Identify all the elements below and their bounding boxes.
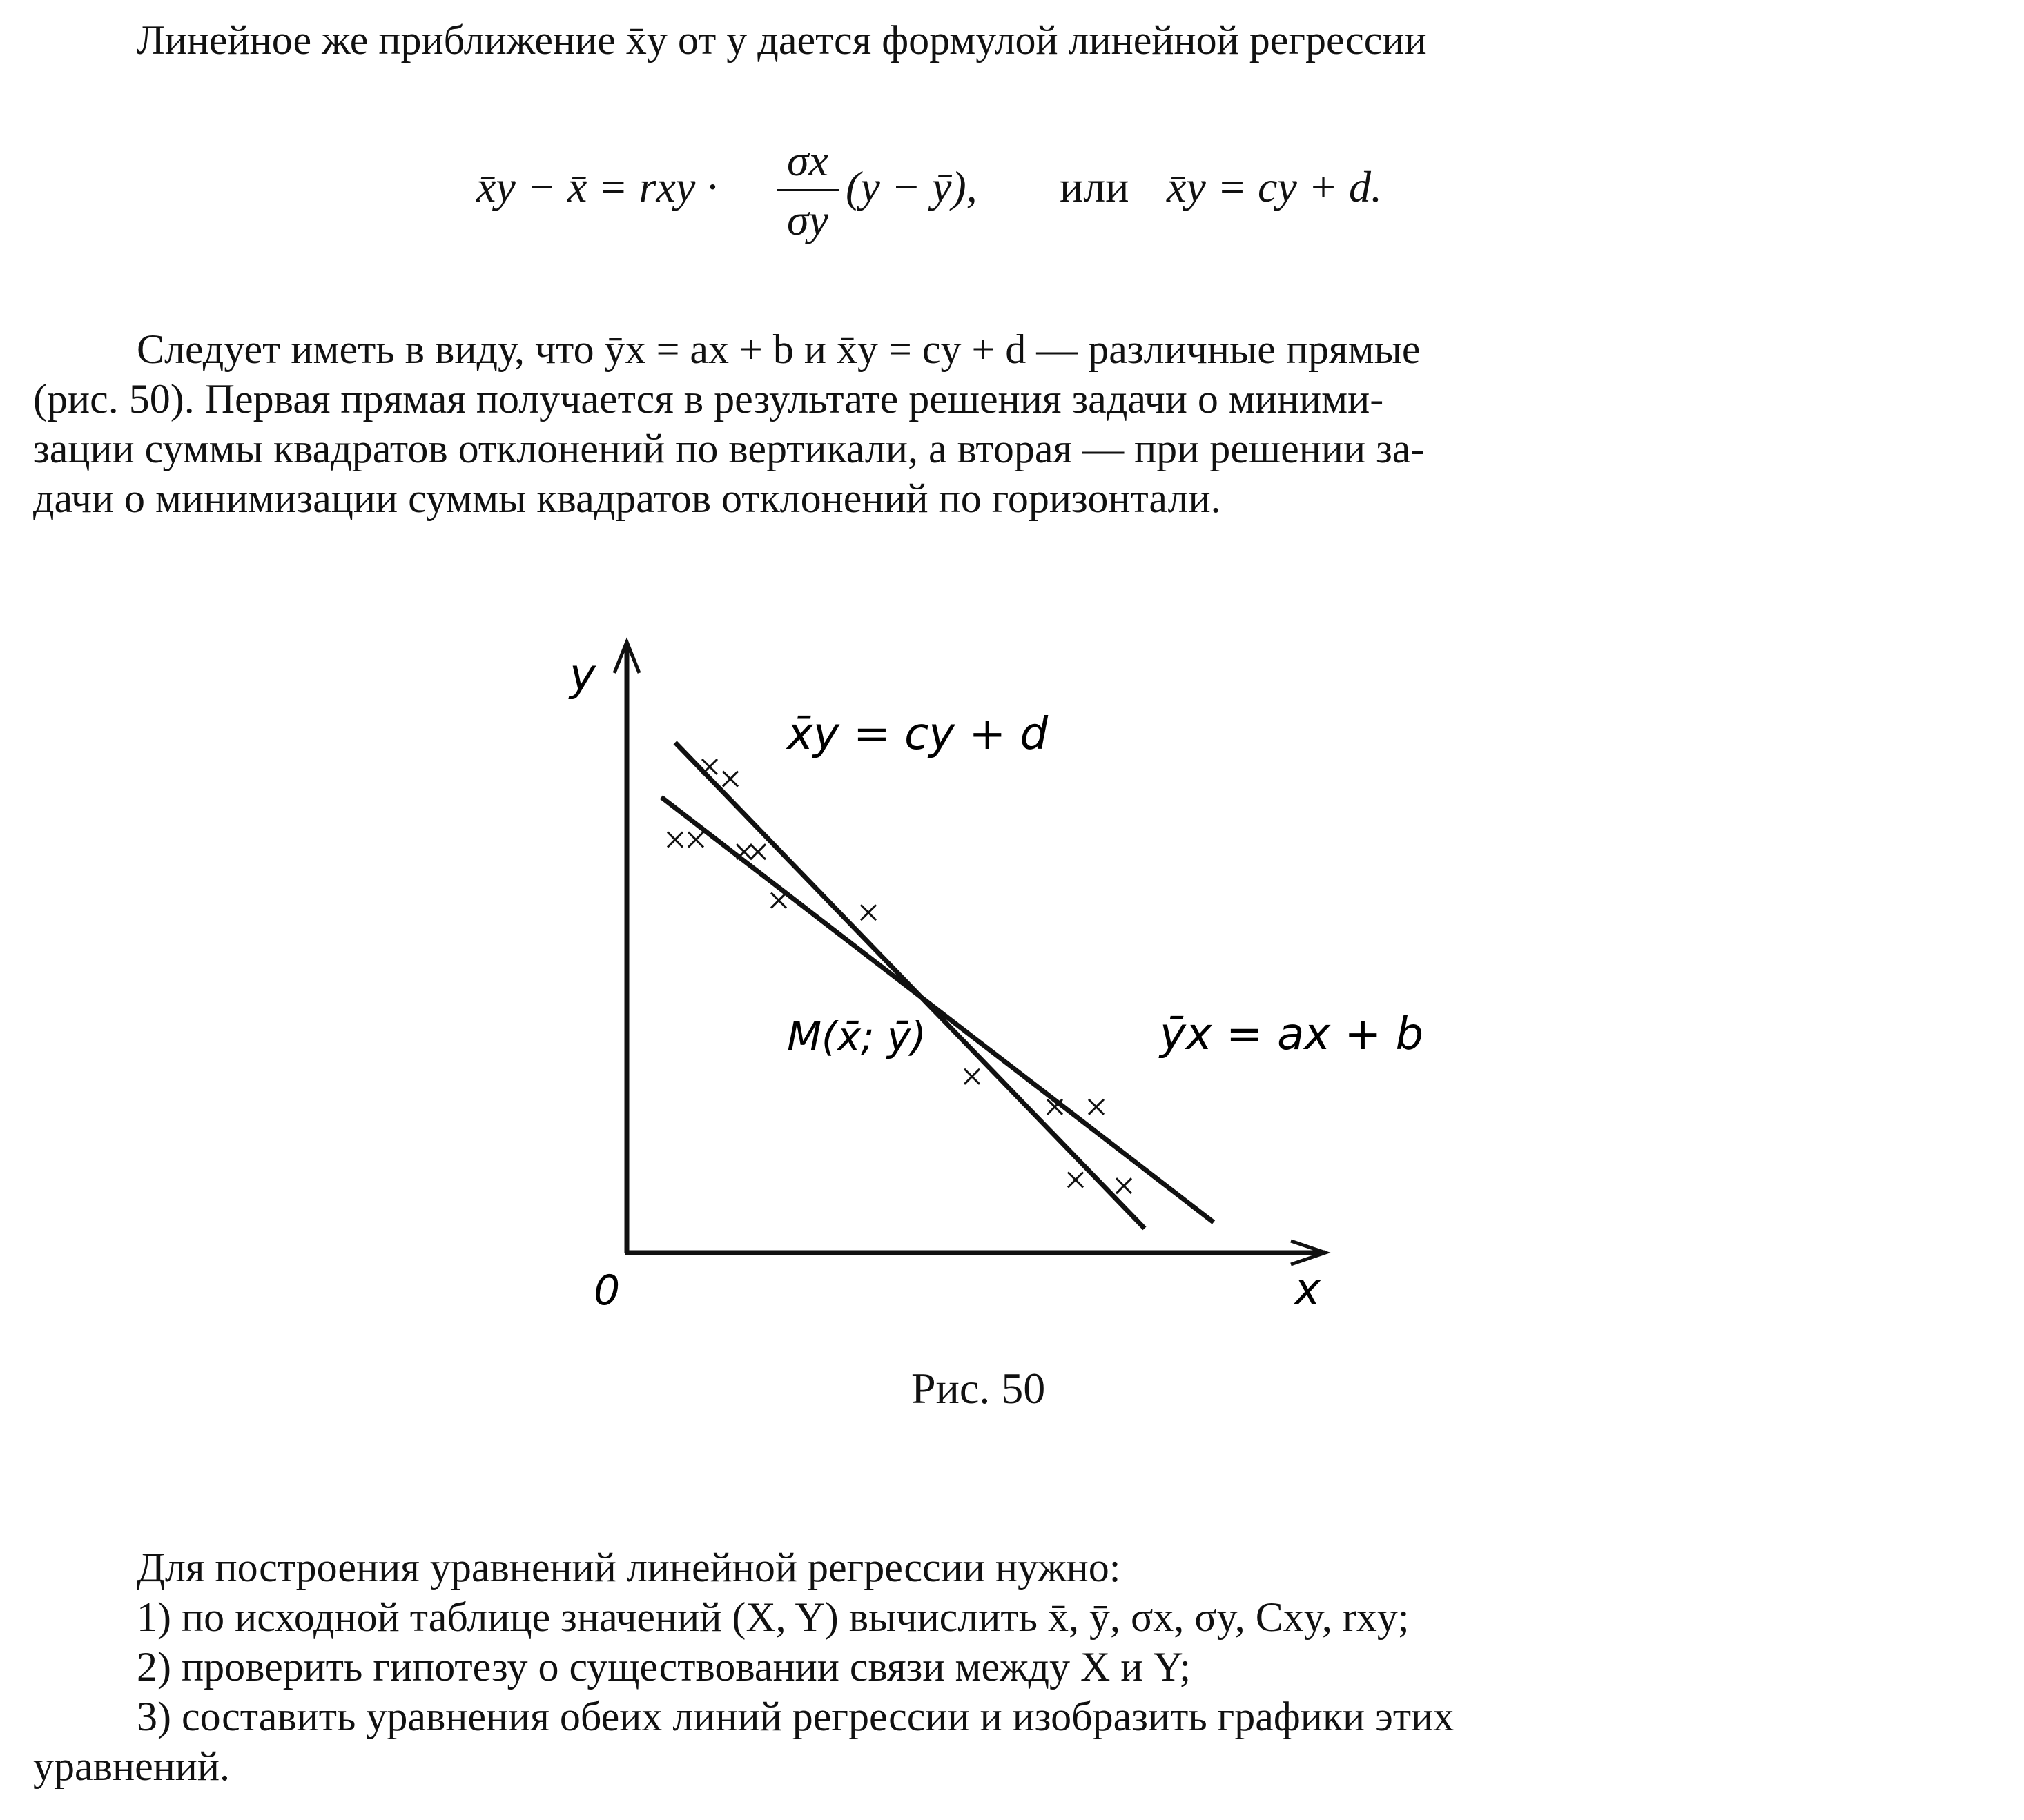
data-point-cross — [702, 759, 717, 774]
paragraph-line: зации суммы квадратов отклонений по вертикали, а вторая — при решении за- — [33, 426, 1425, 471]
line-label-xy: x̄y = cy + d — [787, 709, 1049, 760]
regression-lines — [661, 743, 1214, 1229]
paragraph-line: Следует иметь в виду, что ȳx = ax + b и x̄y = cy + d — различные прямые — [137, 326, 1421, 372]
data-point-cross — [750, 844, 766, 859]
formula-fraction-denominator: σy — [787, 195, 828, 244]
data-point-cross — [964, 1069, 980, 1084]
data-point-cross — [723, 772, 738, 787]
formula-or-word: или — [1060, 162, 1129, 211]
data-point-cross — [861, 905, 876, 920]
data-point-cross — [688, 832, 703, 848]
paragraph-steps — [33, 1543, 1897, 1791]
paragraph-line: дачи о минимизации суммы квадратов отклонений по горизонтали. — [33, 476, 1221, 521]
formula-alt: x̄y = cy + d. — [1167, 162, 1382, 211]
step-item: 1) по исходной таблице значений (X, Y) вычислить x̄, ȳ, σx, σy, Cxy, rxy; — [137, 1594, 1410, 1640]
data-point-cross — [1116, 1178, 1131, 1193]
line-label-yx: ȳx = ax + b — [1160, 1009, 1424, 1060]
origin-label: 0 — [594, 1266, 621, 1315]
formula-lhs: x̄y − x̄ = rxy · — [476, 162, 718, 211]
x-axis-label: x — [1294, 1264, 1321, 1315]
data-point-cross — [771, 893, 786, 908]
step-item-continuation: уравнений. — [33, 1743, 231, 1789]
step-item: 2) проверить гипотезу о существовании связи между X и Y; — [137, 1644, 1191, 1690]
step-item: 3) составить уравнения обеих линий регрессии и изобразить графики этих — [137, 1694, 1454, 1739]
data-point-cross — [1089, 1099, 1104, 1115]
data-point-cross — [737, 844, 752, 859]
formula-rhs: (y − ȳ), — [846, 162, 977, 211]
paragraph-line: (рис. 50). Первая прямая получается в результате решения задачи о миними- — [33, 376, 1384, 422]
data-point-cross — [668, 832, 683, 848]
data-point-cross — [1068, 1172, 1083, 1187]
regression-line-2 — [661, 797, 1214, 1222]
figure-caption: Рис. 50 — [911, 1364, 1046, 1413]
paragraph-line: Для построения уравнений линейной регрессии нужно: — [137, 1545, 1121, 1590]
intro-line: Линейное же приближение x̄y от y дается формулой линейной регрессии — [137, 17, 1427, 63]
y-axis-label: y — [570, 650, 596, 701]
formula-fraction-numerator: σx — [787, 136, 828, 185]
mean-point-label: M(x̄; ȳ) — [787, 1013, 926, 1060]
